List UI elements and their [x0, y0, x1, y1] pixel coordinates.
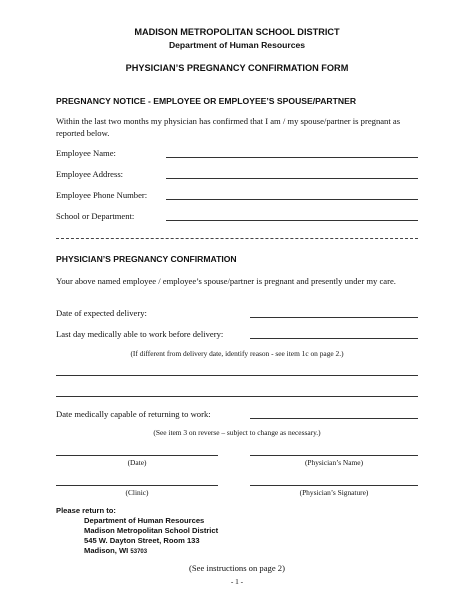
form-title: PHYSICIAN’S PREGNANCY CONFIRMATION FORM: [125, 63, 349, 73]
return-address-line-1: Department of Human Resources: [84, 516, 205, 525]
last-day-note: (If different from delivery date, identify reason - see item 1c on page 2.): [130, 349, 344, 358]
expected-delivery-label: Date of expected delivery:: [56, 308, 147, 318]
date-caption: (Date): [127, 458, 147, 467]
employee-address-label: Employee Address:: [56, 169, 124, 179]
physician-name-caption: (Physician’s Name): [304, 458, 364, 467]
return-to-label: Please return to:: [56, 506, 116, 515]
section1-heading: PREGNANCY NOTICE - EMPLOYEE OR EMPLOYEE’S SPOUSE/PARTNER: [56, 96, 357, 106]
school-department-field[interactable]: [166, 220, 418, 221]
school-department-label: School or Department:: [56, 211, 135, 221]
return-address-city: Madison, WI: [84, 546, 129, 555]
employee-address-field[interactable]: [166, 178, 418, 179]
return-address-line-2: Madison Metropolitan School District: [84, 526, 219, 535]
employee-name-field[interactable]: [166, 157, 418, 158]
section1-intro: Within the last two months my physician has confirmed that I am / my spouse/partner is pregnant as reported below.: [56, 116, 401, 138]
date-field[interactable]: [56, 455, 218, 456]
last-day-label: Last day medically able to work before delivery:: [56, 329, 224, 339]
district-name: MADISON METROPOLITAN SCHOOL DISTRICT: [134, 27, 340, 37]
last-day-field[interactable]: [250, 338, 418, 339]
reason-line-1[interactable]: [56, 375, 418, 376]
physician-name-field[interactable]: [250, 455, 418, 456]
section2-heading: PHYSICIAN’S PREGNANCY CONFIRMATION: [56, 254, 237, 264]
return-date-field[interactable]: [250, 418, 418, 419]
return-address-zip: 53703: [130, 549, 148, 555]
return-address-city-line: [84, 546, 147, 557]
return-date-label: Date medically capable of returning to work:: [56, 409, 211, 419]
clinic-caption: (Clinic): [125, 488, 149, 497]
page-number: - 1 -: [230, 577, 244, 586]
section2-intro: Your above named employee / employee’s spouse/partner is pregnant and presently under my care.: [56, 276, 396, 286]
employee-phone-label: Employee Phone Number:: [56, 190, 148, 200]
return-address-line-3: 545 W. Dayton Street, Room 133: [84, 536, 200, 545]
employee-phone-field[interactable]: [166, 199, 418, 200]
employee-name-label: Employee Name:: [56, 148, 116, 158]
instructions-note: (See instructions on page 2): [189, 563, 285, 573]
return-note: (See item 3 on reverse – subject to change as necessary.): [153, 428, 321, 437]
clinic-field[interactable]: [56, 485, 218, 486]
expected-delivery-field[interactable]: [250, 317, 418, 318]
department-name: Department of Human Resources: [168, 40, 306, 50]
physician-signature-caption: (Physician’s Signature): [299, 488, 369, 497]
physician-signature-field[interactable]: [250, 485, 418, 486]
reason-line-2[interactable]: [56, 396, 418, 397]
section-divider: [56, 238, 418, 239]
